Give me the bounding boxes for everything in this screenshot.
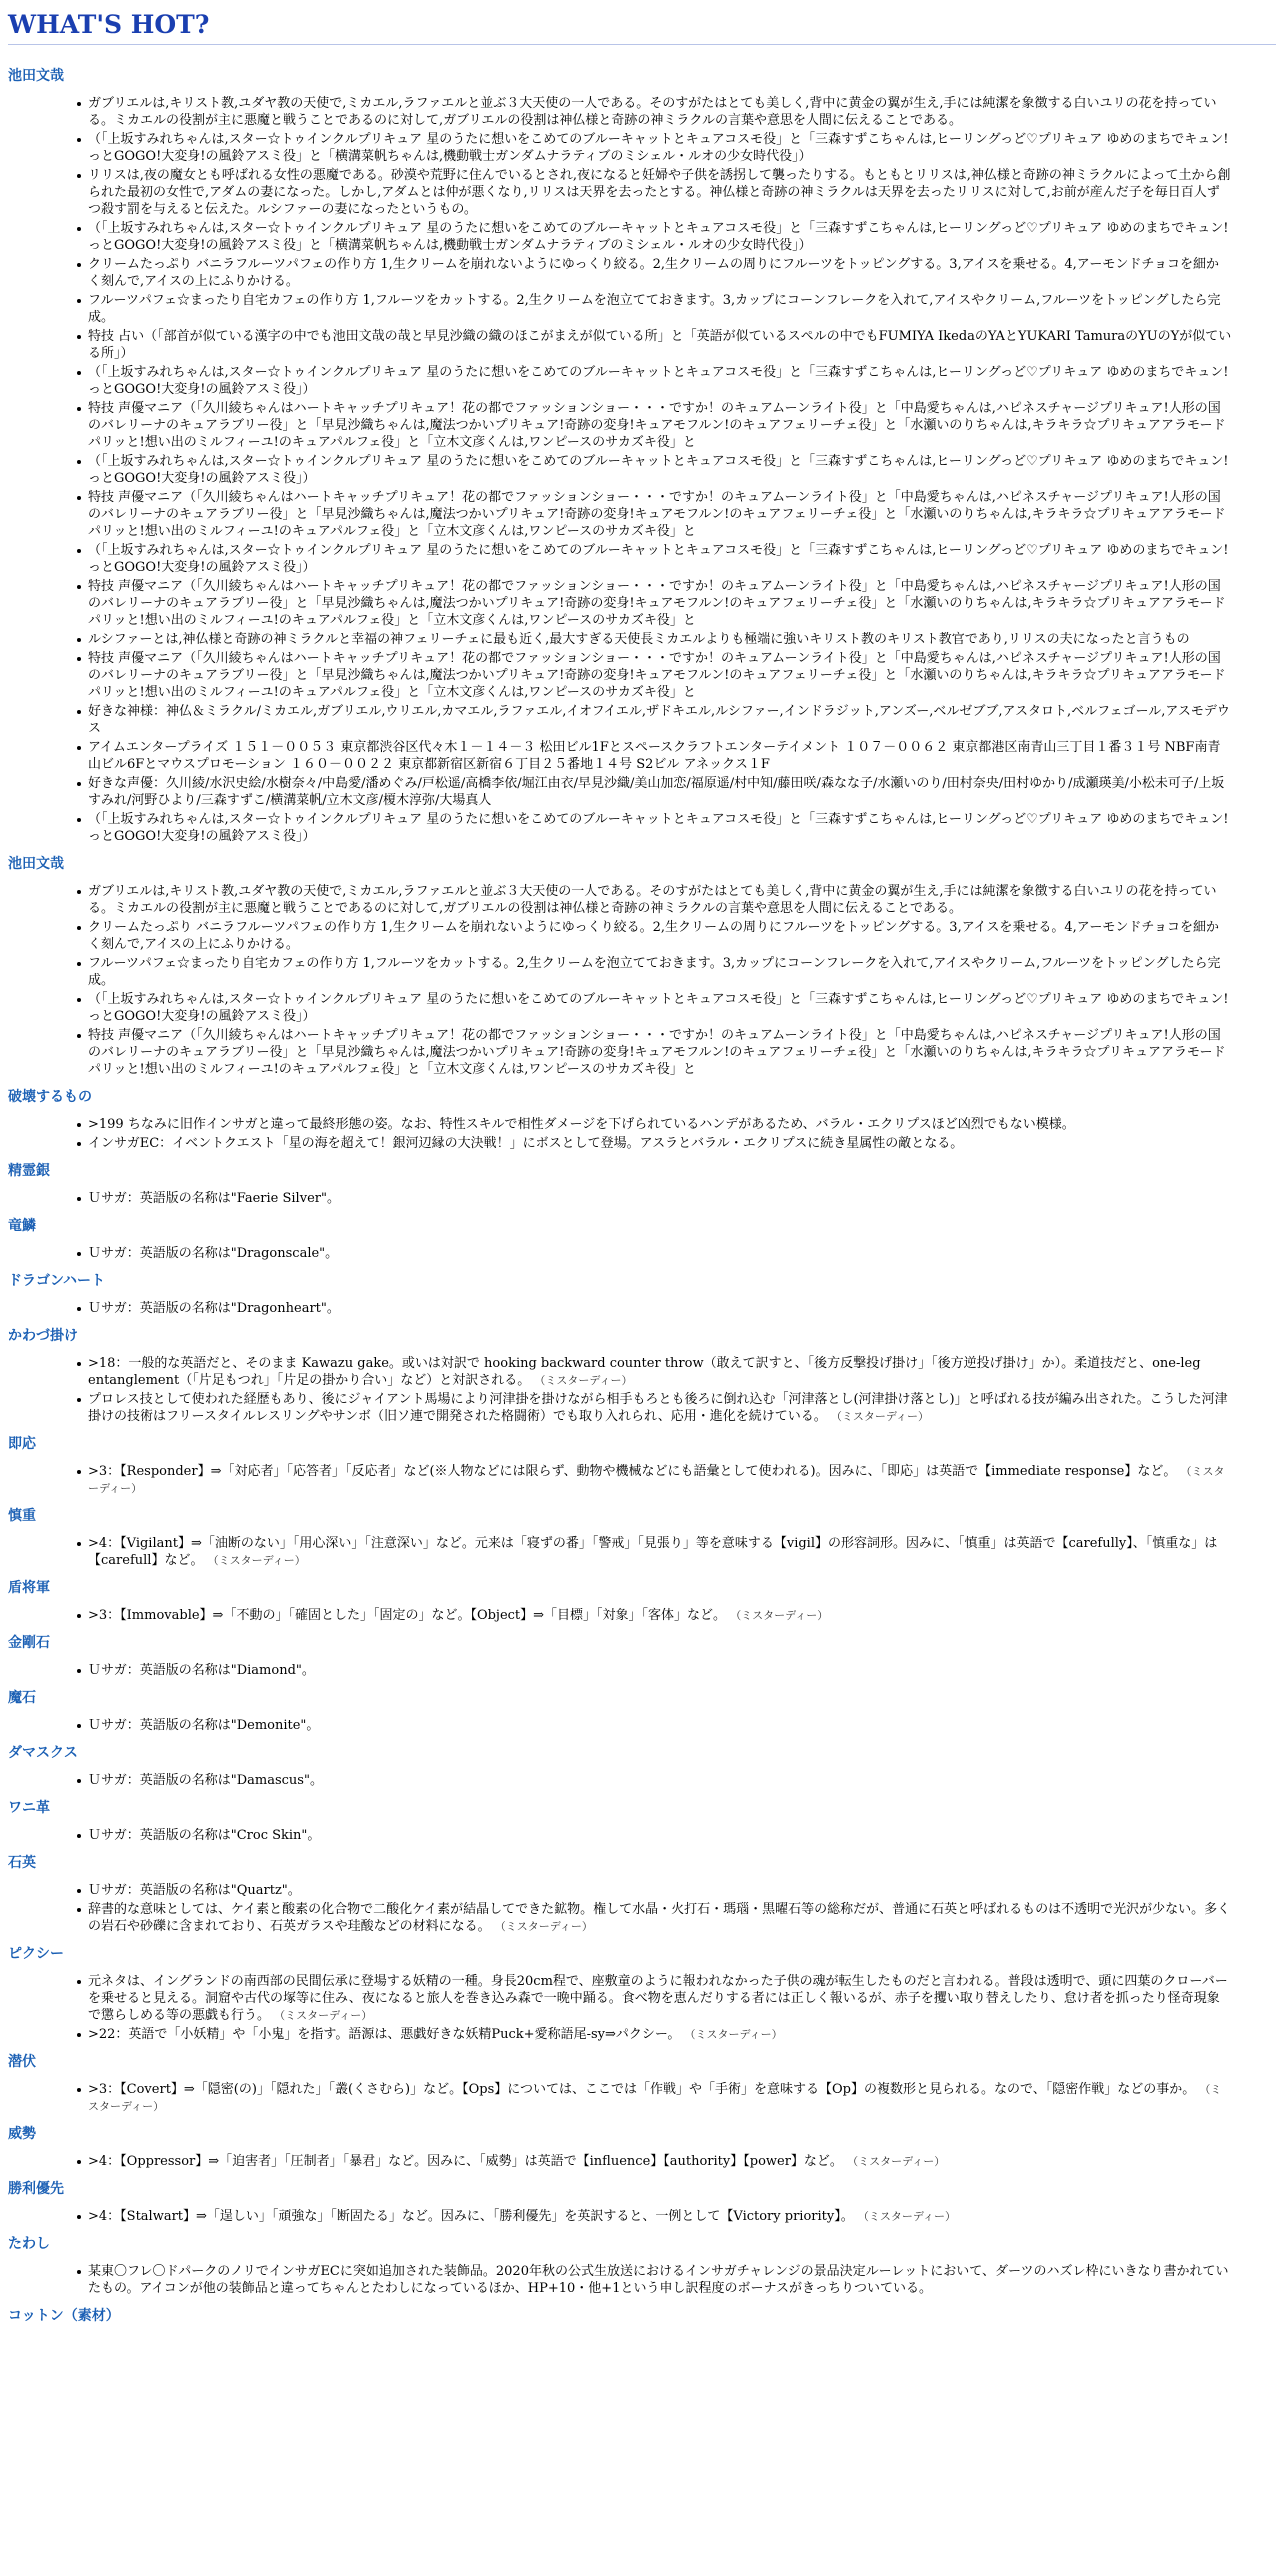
list-item [88,650,1276,701]
item-list [8,1463,1276,1497]
item-list [8,1717,1276,1734]
list-item [88,542,1276,576]
section [8,1435,1276,1497]
item-author: （ミスターディー） [857,2210,956,2223]
item-text: 元ネタは、イングランドの南西部の民間伝承に登場する妖精の一種。身長20cm程で、座敷童のように報われなかった子供の魂が転生したものだと言われる。普段は透明で、頭に四葉のクローバーを乗せると見える。洞窟や古代の塚等に住み、夜になると旅人を巻き込み森で一晩中踊る。食べ物を恵んだりする者には正しく報いるが、赤子を攫い取り替えしたり、怠け者を抓ったり怪奇現象で懲らしめる等の悪戯も行う。 [88,1974,1228,2023]
item-author: （ミスターディー） [830,1410,929,1423]
section [8,1854,1276,1935]
item-text: 某東〇フレ〇ドパークのノリでインサガECに突如追加された装飾品。2020年秋の公式生放送におけるインサガチャレンジの景品決定ルーレットにおいて、ダーツのハズレ枠にいきなり書かれていたもの。アイコンが他の装飾品と違ってちゃんとたわしになっているほか、HP+10・他+1という申し訳程度のボーナスがきっちりついている。 [88,2264,1229,2296]
item-text: Ｕサガ：英語版の名称は"Faerie Silver"。 [88,1191,340,1206]
section-heading[interactable]: たわし [8,2236,50,2252]
section-heading[interactable]: 威勢 [8,2126,36,2142]
item-text: Ｕサガ：英語版の名称は"Demonite"。 [88,1718,320,1733]
list-item [88,1717,1276,1734]
list-item [88,167,1276,218]
section [8,2180,1276,2225]
list-item [88,131,1276,165]
list-item [88,1772,1276,1789]
item-author: （ミスターディー） [684,2028,783,2041]
item-text: 特技 声優マニア（「久川綾ちゃんはハートキャッチプリキュア！花の都でファッションショー・・・ですか！のキュアムーンライト役」と「中島愛ちゃんは,ハピネスチャージプリキュア!人形の国のバレリーナのキュアラブリー役」と「早見沙織ちゃんは,魔法つかいプリキュア!奇跡の変身!キュアモフルン!のキュアフェリーチェ役」と「水瀬いのりちゃんは,キラキラ☆プリキュアアラモード パリッと!想い出のミルフィーユ!のキュアパルフェ役」と「立木文彦くんは,ワンピースのサカズキ役」と [88,1028,1226,1077]
section-heading[interactable]: 慎重 [8,1508,36,1524]
item-list [8,1190,1276,1207]
item-text: Ｕサガ：英語版の名称は"Dragonheart"。 [88,1301,340,1316]
section-heading[interactable]: かわづ掛け [8,1328,78,1344]
section-heading[interactable]: ワニ革 [8,1800,50,1816]
item-text: Ｕサガ：英語版の名称は"Damascus"。 [88,1773,323,1788]
page-title: WHAT'S HOT? [8,10,1276,45]
list-item [88,2026,1276,2043]
item-text: Ｕサガ：英語版の名称は"Diamond"。 [88,1663,315,1678]
list-item [88,1463,1276,1497]
item-text: フルーツパフェ☆まったり自宅カフェの作り方 1,フルーツをカットする。2,生クリームを泡立てておきます。3,カップにコーンフレークを入れて,アイスやクリーム,フルーツをトッピングしたら完成。 [88,956,1221,988]
section-heading[interactable]: 即応 [8,1436,36,1452]
item-list [8,2081,1276,2115]
section [8,1162,1276,1207]
item-text: プロレス技として使われた経歴もあり、後にジャイアント馬場により河津掛を掛けながら相手もろとも後ろに倒れ込む「河津落とし(河津掛け落とし)」と呼ばれる技が編み出された。こうした河津掛けの技術はフリースタイルレスリングやサンボ（旧ソ連で開発された格闘術）でも取り入れられ、応用・進化を続けている。 [88,1392,1228,1424]
section-heading[interactable]: 精霊銀 [8,1163,50,1179]
sections-container [8,67,1276,2325]
item-list [8,1882,1276,1935]
section-heading[interactable]: コットン（素材） [8,2308,120,2324]
item-text: 辞書的な意味としては、ケイ素と酸素の化合物で二酸化ケイ素が結晶してできた鉱物。権して水晶・火打石・瑪瑙・黒曜石等の総称だが、普通に石英と呼ばれるものは不透明で光沢が少ない。多くの岩石や砂礫に含まれており、石英ガラスや珪酸などの材料になる。 [88,1902,1231,1934]
item-text: ルシファーとは,神仏様と奇跡の神ミラクルと幸福の神フェリーチェに最も近く,最大すぎる天使長ミカエルよりも極端に強いキリスト教のキリスト教官であり,リリスの夫になったと言うもの [88,632,1190,647]
list-item [88,1355,1276,1389]
section-heading[interactable]: 勝利優先 [8,2181,64,2197]
section-heading[interactable]: 盾将軍 [8,1580,50,1596]
item-list [8,1300,1276,1317]
item-author: （ミスターディー） [534,1374,633,1387]
list-item [88,1027,1276,1078]
section [8,1579,1276,1624]
item-list [8,1607,1276,1624]
section [8,2307,1276,2325]
item-author: （ミスターディー） [88,2083,1222,2113]
item-text: （「上坂すみれちゃんは,スター☆トゥインクルプリキュア 星のうたに想いをこめてのブルーキャットとキュアコスモ役」と「三森すずこちゃんは,ヒーリングっど♡プリキュア ゆめのまちでキュン!っとGOGO!大変身!の風鈴アスミ役」と「横溝菜帆ちゃんは,機動戦士ガンダムナラティブのミシェル・ルオの少女時代役」） [88,221,1229,253]
list-item [88,1662,1276,1679]
list-item [88,328,1276,362]
section-heading[interactable]: 魔石 [8,1690,36,1706]
list-item [88,364,1276,398]
item-author: （ミスターディー） [274,2009,373,2022]
list-item [88,1190,1276,1207]
item-text: Ｕサガ：英語版の名称は"Croc Skin"。 [88,1828,321,1843]
item-list [8,1827,1276,1844]
item-author: （ミスターディー） [730,1609,829,1622]
item-author: （ミスターディー） [88,1465,1225,1495]
item-text: 好きな神様：神仏＆ミラクル/ミカエル,ガブリエル,ウリエル,カマエル,ラファエル,イオフイエル,ザドキエル,ルシファー,インドラジット,アンズー,ベルゼブブ,アスタロト,ベルフェゴール,アスモデウス [88,704,1230,736]
list-item [88,991,1276,1025]
item-list [8,2153,1276,2170]
item-list [8,2263,1276,2297]
section-heading[interactable]: 石英 [8,1855,36,1871]
section-heading[interactable]: 竜鱗 [8,1218,36,1234]
section [8,1744,1276,1789]
item-text: 好きな声優：久川綾/水沢史絵/水樹奈々/中島愛/潘めぐみ/戸松遥/高橋李依/堀江由衣/早見沙織/美山加恋/福原遥/村中知/藤田咲/森なな子/水瀬いのり/田村奈央/田村ゆかり/成瀬瑛美/小松未可子/上坂すみれ/河野ひより/三森すずこ/横溝菜帆/立木文彦/榎木淳弥/大場真人 [88,776,1225,808]
section [8,1327,1276,1425]
item-text: インサガEC：イベントクエスト「星の海を超えて！銀河辺縁の大決戦！」にボスとして登場。アスラとバラル・エクリプスに続き星属性の敵となる。 [88,1136,964,1151]
list-item [88,1135,1276,1152]
item-text: クリームたっぷり バニラフルーツパフェの作り方 1,生クリームを崩れないようにゆっくり絞る。2,生クリームの周りにフルーツをトッピングする。3,アイスを乗せる。4,アーモンドチョコを細かく刻んで,アイスの上にふりかける。 [88,920,1220,952]
item-text: >4：【Oppressor】⇒「迫害者」「圧制者」「暴君」など。因みに、「威勢」は英語で【influence】【authority】【power】など。 [88,2154,843,2169]
section [8,1507,1276,1569]
item-list [8,1116,1276,1152]
item-text: >4：【Vigilant】⇒「油断のない」「用心深い」「注意深い」など。元来は「寝ずの番」「警戒」「見張り」等を意味する【vigil】の形容詞形。因みに、「慎重」は英語で【carefully】、「慎重な」は【carefull】など。 [88,1536,1218,1568]
section [8,1945,1276,2043]
item-text: （「上坂すみれちゃんは,スター☆トゥインクルプリキュア 星のうたに想いをこめてのブルーキャットとキュアコスモ役」と「三森すずこちゃんは,ヒーリングっど♡プリキュア ゆめのまちでキュン!っとGOGO!大変身!の風鈴アスミ役」） [88,812,1229,844]
item-text: >3：【Covert】⇒「隠密(の)」「隠れた」「叢(くさむら)」など。【Ops】については、ここでは「作戦」や「手術」を意味する【Op】の複数形と見られる。なので、「隠密作戦」などの事か。 [88,2082,1196,2097]
section-heading[interactable]: ピクシー [8,1946,64,1962]
item-text: >199 ちなみに旧作インサガと違って最終形態の姿。なお、特性スキルで相性ダメージを下げられているハンデがあるため、バラル・エクリプスほど凶烈でもない模様。 [88,1117,1075,1132]
list-item [88,1882,1276,1899]
list-item [88,1245,1276,1262]
item-text: 特技 声優マニア（「久川綾ちゃんはハートキャッチプリキュア！花の都でファッションショー・・・ですか！のキュアムーンライト役」と「中島愛ちゃんは,ハピネスチャージプリキュア!人形の国のバレリーナのキュアラブリー役」と「早見沙織ちゃんは,魔法つかいプリキュア!奇跡の変身!キュアモフルン!のキュアフェリーチェ役」と「水瀬いのりちゃんは,キラキラ☆プリキュアアラモード パリッと!想い出のミルフィーユ!のキュアパルフェ役」と「立木文彦くんは,ワンピースのサカズキ役」と [88,401,1226,450]
item-list [8,883,1276,1078]
list-item [88,703,1276,737]
list-item [88,631,1276,648]
section [8,1634,1276,1679]
list-item [88,1391,1276,1425]
item-list [8,1355,1276,1425]
item-text: （「上坂すみれちゃんは,スター☆トゥインクルプリキュア 星のうたに想いをこめてのブルーキャットとキュアコスモ役」と「三森すずこちゃんは,ヒーリングっど♡プリキュア ゆめのまちでキュン!っとGOGO!大変身!の風鈴アスミ役」と「横溝菜帆ちゃんは,機動戦士ガンダムナラティブのミシェル・ルオの少女時代役」） [88,132,1229,164]
list-item [88,220,1276,254]
section [8,1799,1276,1844]
item-text: >3：【Immovable】⇒「不動の」「確固とした」「固定の」など。【Object】⇒「目標」「対象」「客体」など。 [88,1608,727,1623]
item-text: Ｕサガ：英語版の名称は"Dragonscale"。 [88,1246,339,1261]
item-text: アイムエンタープライズ １５１－００５３ 東京都渋谷区代々木１－１４－３ 松田ビル1Fとスペースクラフトエンターテイメント １０７－００６２ 東京都港区南青山三丁目１番３１号 NBF南青山ビル6Fとマウスプロモーション １６０－００２２ 東京都新宿区新宿６丁目２５番地１４号 S2ビル アネックス１F [88,740,1221,772]
item-text: （「上坂すみれちゃんは,スター☆トゥインクルプリキュア 星のうたに想いをこめてのブルーキャットとキュアコスモ役」と「三森すずこちゃんは,ヒーリングっど♡プリキュア ゆめのまちでキュン!っとGOGO!大変身!の風鈴アスミ役」） [88,365,1229,397]
list-item [88,2208,1276,2225]
item-text: クリームたっぷり バニラフルーツパフェの作り方 1,生クリームを崩れないようにゆっくり絞る。2,生クリームの周りにフルーツをトッピングする。3,アイスを乗せる。4,アーモンドチョコを細かく刻んで,アイスの上にふりかける。 [88,257,1220,289]
section [8,2125,1276,2170]
section-heading[interactable]: ドラゴンハート [8,1273,106,1289]
list-item [88,578,1276,629]
item-list [8,95,1276,845]
section [8,1088,1276,1152]
list-item [88,1116,1276,1133]
item-text: >4：【Stalwart】⇒「逞しい」「頑強な」「断固たる」など。因みに、「勝利優先」を英訳すると、一例として【Victory priority】。 [88,2209,854,2224]
item-text: >22：英語で「小妖精」や「小鬼」を指す。語源は、悪戯好きな妖精Puck+愛称語尾-sy⇒パクシー。 [88,2027,681,2042]
list-item [88,919,1276,953]
list-item [88,1300,1276,1317]
section [8,2053,1276,2115]
item-author: （ミスターディー） [207,1554,306,1567]
item-list [8,1245,1276,1262]
item-text: 特技 占い（「部首が似ている漢字の中でも池田文哉の哉と早見沙織の織のほこがまえが似ている所」と「英語が似ているスペルの中でもFUMIYA IkedaのYAとYUKARI TamuraのYUのYが似ている所」） [88,329,1232,361]
list-item [88,2153,1276,2170]
item-author: （ミスターディー） [494,1920,593,1933]
list-item [88,955,1276,989]
item-list [8,1973,1276,2043]
list-item [88,1607,1276,1624]
item-list [8,2208,1276,2225]
list-item [88,95,1276,129]
item-text: （「上坂すみれちゃんは,スター☆トゥインクルプリキュア 星のうたに想いをこめてのブルーキャットとキュアコスモ役」と「三森すずこちゃんは,ヒーリングっど♡プリキュア ゆめのまちでキュン!っとGOGO!大変身!の風鈴アスミ役」） [88,454,1229,486]
section-heading[interactable]: 池田文哉 [8,68,64,84]
item-list [8,1535,1276,1569]
list-item [88,775,1276,809]
item-text: >3：【Responder】⇒「対応者」「応答者」「反応者」など(※人物などには限らず、動物や機械などにも語彙として使われる)。因みに、「即応」は英語で【immediate response】など。 [88,1464,1177,1479]
item-text: ガブリエルは,キリスト教,ユダヤ教の天使で,ミカエル,ラファエルと並ぶ３大天使の一人である。そのすがたはとても美しく,背中に黄金の翼が生え,手には純潔を象徴する白いユリの花を持っている。ミカエルの役割が主に悪魔と戦うことであるのに対して,ガブリエルの役割は神仏様と奇跡の神ミラクルの言葉や意思を人間に伝えることである。 [88,96,1217,128]
list-item [88,811,1276,845]
list-item [88,400,1276,451]
section-heading[interactable]: 破壊するもの [8,1089,92,1105]
list-item [88,1973,1276,2024]
item-text: ガブリエルは,キリスト教,ユダヤ教の天使で,ミカエル,ラファエルと並ぶ３大天使の一人である。そのすがたはとても美しく,背中に黄金の翼が生え,手には純潔を象徴する白いユリの花を持っている。ミカエルの役割が主に悪魔と戦うことであるのに対して,ガブリエルの役割は神仏様と奇跡の神ミラクルの言葉や意思を人間に伝えることである。 [88,884,1217,916]
section-heading[interactable]: 潜伏 [8,2054,36,2070]
section [8,855,1276,1078]
section [8,1689,1276,1734]
list-item [88,2263,1276,2297]
list-item [88,1827,1276,1844]
item-list [8,1662,1276,1679]
item-text: リリスは,夜の魔女とも呼ばれる女性の悪魔である。砂漠や荒野に住んでいるとされ,夜になると妊婦や子供を誘拐して襲ったりする。もともとリリスは,神仏様と奇跡の神ミラクルによって土から創られた最初の女性で,アダムの妻になった。しかし,アダムとは仲が悪くなり,リリスは天界を去ったとする。神仏様と奇跡の神ミラクルは天界を去ったリリスに対して,お前が産んだ子を毎日百人ずつ殺す罰を与えると伝えた。ルシファーの妻になったというもの。 [88,168,1231,217]
section [8,67,1276,845]
list-item [88,489,1276,540]
list-item [88,256,1276,290]
item-text: 特技 声優マニア（「久川綾ちゃんはハートキャッチプリキュア！花の都でファッションショー・・・ですか！のキュアムーンライト役」と「中島愛ちゃんは,ハピネスチャージプリキュア!人形の国のバレリーナのキュアラブリー役」と「早見沙織ちゃんは,魔法つかいプリキュア!奇跡の変身!キュアモフルン!のキュアフェリーチェ役」と「水瀬いのりちゃんは,キラキラ☆プリキュアアラモード パリッと!想い出のミルフィーユ!のキュアパルフェ役」と「立木文彦くんは,ワンピースのサカズキ役」と [88,490,1226,539]
list-item [88,292,1276,326]
list-item [88,1535,1276,1569]
item-text: （「上坂すみれちゃんは,スター☆トゥインクルプリキュア 星のうたに想いをこめてのブルーキャットとキュアコスモ役」と「三森すずこちゃんは,ヒーリングっど♡プリキュア ゆめのまちでキュン!っとGOGO!大変身!の風鈴アスミ役」） [88,543,1229,575]
item-text: 特技 声優マニア（「久川綾ちゃんはハートキャッチプリキュア！花の都でファッションショー・・・ですか！のキュアムーンライト役」と「中島愛ちゃんは,ハピネスチャージプリキュア!人形の国のバレリーナのキュアラブリー役」と「早見沙織ちゃんは,魔法つかいプリキュア!奇跡の変身!キュアモフルン!のキュアフェリーチェ役」と「水瀬いのりちゃんは,キラキラ☆プリキュアアラモード パリッと!想い出のミルフィーユ!のキュアパルフェ役」と「立木文彦くんは,ワンピースのサカズキ役」と [88,579,1226,628]
item-text: フルーツパフェ☆まったり自宅カフェの作り方 1,フルーツをカットする。2,生クリームを泡立てておきます。3,カップにコーンフレークを入れて,アイスやクリーム,フルーツをトッピングしたら完成。 [88,293,1221,325]
list-item [88,883,1276,917]
section-heading[interactable]: 池田文哉 [8,856,64,872]
item-text: 特技 声優マニア（「久川綾ちゃんはハートキャッチプリキュア！花の都でファッションショー・・・ですか！のキュアムーンライト役」と「中島愛ちゃんは,ハピネスチャージプリキュア!人形の国のバレリーナのキュアラブリー役」と「早見沙織ちゃんは,魔法つかいプリキュア!奇跡の変身!キュアモフルン!のキュアフェリーチェ役」と「水瀬いのりちゃんは,キラキラ☆プリキュアアラモード パリッと!想い出のミルフィーユ!のキュアパルフェ役」と「立木文彦くんは,ワンピースのサカズキ役」と [88,651,1226,700]
section [8,2235,1276,2297]
item-list [8,1772,1276,1789]
section-heading[interactable]: ダマスクス [8,1745,78,1761]
section-heading[interactable]: 金剛石 [8,1635,50,1651]
item-text: （「上坂すみれちゃんは,スター☆トゥインクルプリキュア 星のうたに想いをこめてのブルーキャットとキュアコスモ役」と「三森すずこちゃんは,ヒーリングっど♡プリキュア ゆめのまちでキュン!っとGOGO!大変身!の風鈴アスミ役」） [88,992,1229,1024]
list-item [88,2081,1276,2115]
section [8,1217,1276,1262]
list-item [88,453,1276,487]
item-text: >18：一般的な英語だと、そのまま Kawazu gake。或いは対訳で hooking backward counter throw（敢えて訳すと、「後方反撃投げ掛け」「後方逆投げ掛け」か）。柔道技だと、one-leg entanglement（「片足もつれ」「片足の掛かり合い」など）と対訳される。 [88,1356,1201,1388]
item-author: （ミスターディー） [847,2155,946,2168]
item-text: Ｕサガ：英語版の名称は"Quartz"。 [88,1883,301,1898]
section [8,1272,1276,1317]
list-item [88,739,1276,773]
list-item [88,1901,1276,1935]
